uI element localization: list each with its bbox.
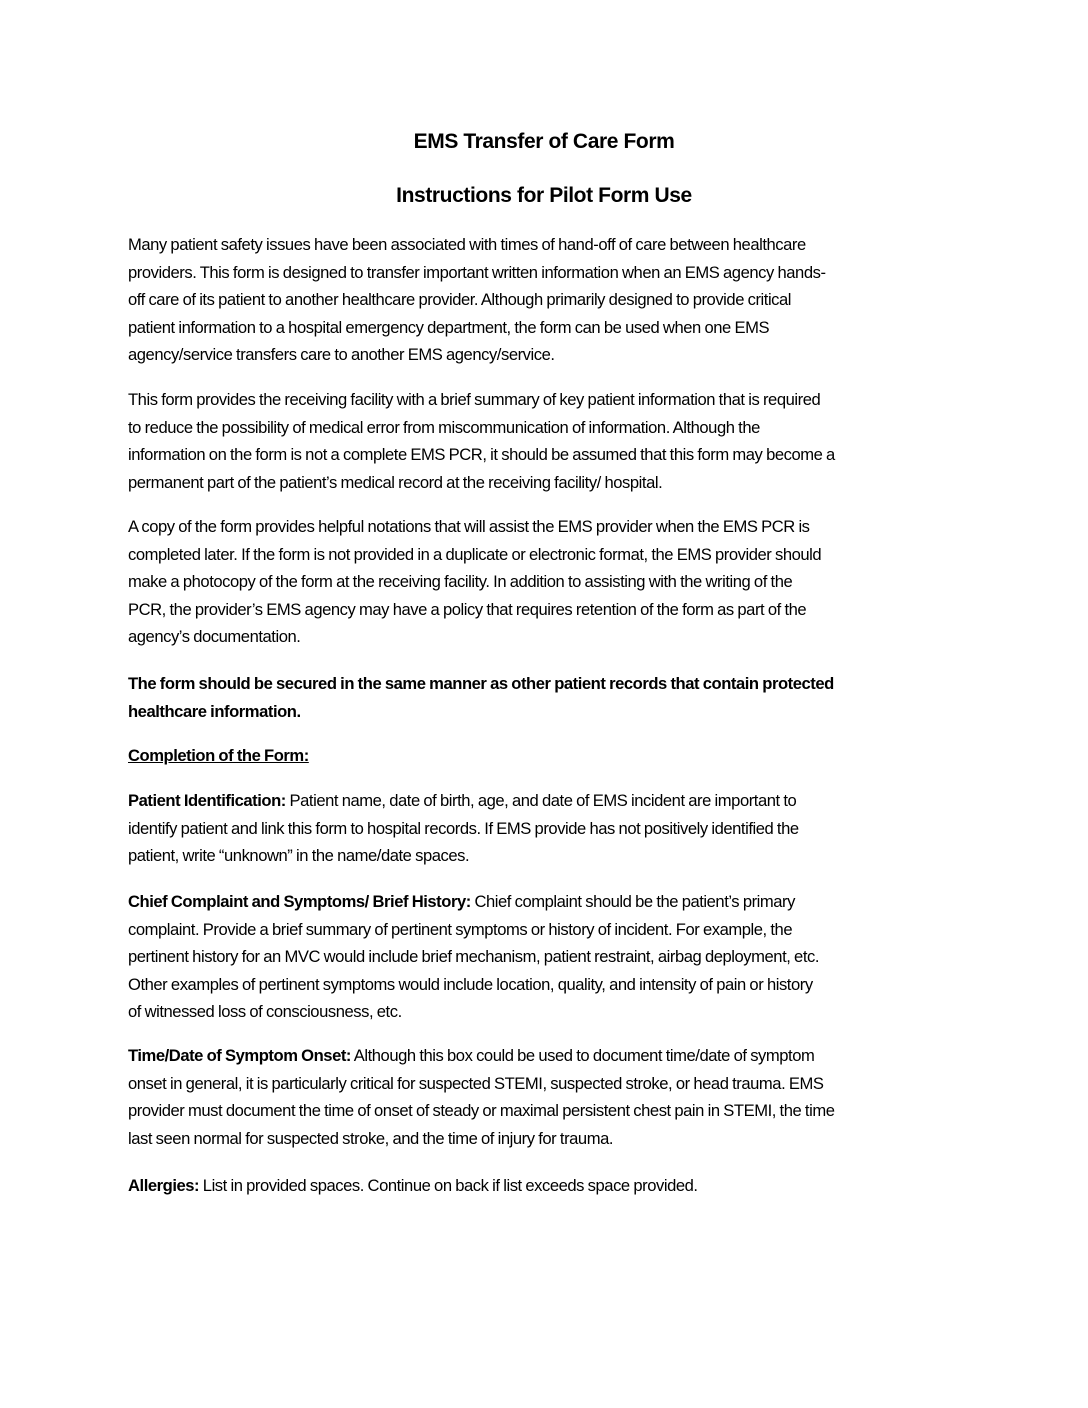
text-line: identify patient and link this form to hospital records. If EMS provide has not positively identified the xyxy=(128,818,799,838)
text-line: A copy of the form provides helpful notations that will assist the EMS provider when the EMS PCR is xyxy=(128,517,810,536)
section-symptom-onset xyxy=(128,1042,968,1152)
section-text: Although this box could be used to document time/date of symptom xyxy=(351,1046,815,1065)
text-line: The form should be secured in the same manner as other patient records that contain protected xyxy=(128,674,834,693)
section-text: List in provided spaces. Continue on back if list exceeds space provided. xyxy=(199,1176,698,1195)
text-line: information on the form is not a complete EMS PCR, it should be assumed that this form may become a xyxy=(128,445,835,465)
text-line: permanent part of the patient’s medical record at the receiving facility/ hospital. xyxy=(128,472,663,492)
section-patient-identification xyxy=(128,787,968,870)
security-notice xyxy=(128,670,968,725)
section-text: Chief complaint should be the patient’s primary xyxy=(470,892,795,911)
text-line: onset in general, it is particularly critical for suspected STEMI, suspected stroke, or head trauma. EMS xyxy=(128,1073,824,1093)
completion-heading-block xyxy=(128,742,968,770)
text-line: off care of its patient to another healthcare provider. Although primarily designed to provide critical xyxy=(128,290,792,310)
text-line: complaint. Provide a brief summary of pertinent symptoms or history of incident. For example, the xyxy=(128,919,793,939)
text-line: Other examples of pertinent symptoms would include location, quality, and intensity of pain or history xyxy=(128,974,813,994)
document-subtitle: Instructions for Pilot Form Use xyxy=(396,184,692,207)
text-line: Many patient safety issues have been associated with times of hand-off of care between healthcare xyxy=(128,235,806,254)
text-line: agency’s documentation. xyxy=(128,627,301,647)
text-line: make a photocopy of the form at the receiving facility. In addition to assisting with the writing of the xyxy=(128,572,793,592)
section-label: Allergies: xyxy=(128,1176,200,1195)
text-line: to reduce the possibility of medical error from miscommunication of information. Although the xyxy=(128,417,760,437)
text-line: pertinent history for an MVC would include brief mechanism, patient restraint, airbag deployment, etc. xyxy=(128,947,819,967)
section-label: Time/Date of Symptom Onset: xyxy=(128,1046,352,1065)
section-allergies xyxy=(128,1172,968,1200)
text-line: patient, write “unknown” in the name/date spaces. xyxy=(128,846,470,866)
section-text: Patient name, date of birth, age, and date of EMS incident are important to xyxy=(285,791,797,810)
purpose-paragraph xyxy=(128,386,968,496)
text-line: This form provides the receiving facility with a brief summary of key patient information that is required xyxy=(128,390,821,409)
text-line: healthcare information. xyxy=(128,701,301,721)
completion-heading: Completion of the Form: xyxy=(128,746,309,765)
text-line: providers. This form is designed to transfer important written information when an EMS agency hands- xyxy=(128,262,826,282)
text-line: patient information to a hospital emergency department, the form can be used when one EMS xyxy=(128,317,770,337)
text-line: of witnessed loss of consciousness, etc. xyxy=(128,1002,402,1022)
text-line: last seen normal for suspected stroke, and the time of injury for trauma. xyxy=(128,1128,614,1148)
section-label: Chief Complaint and Symptoms/ Brief History: xyxy=(128,892,471,911)
text-line: completed later. If the form is not provided in a duplicate or electronic format, the EMS provider should xyxy=(128,544,822,564)
text-line: agency/service transfers care to another EMS agency/service. xyxy=(128,345,555,365)
section-label: Patient Identification: xyxy=(128,791,286,810)
document-title: EMS Transfer of Care Form xyxy=(413,130,675,153)
section-chief-complaint xyxy=(128,888,968,1026)
copy-paragraph xyxy=(128,513,968,651)
text-line: provider must document the time of onset of steady or maximal persistent chest pain in STEMI, the time xyxy=(128,1101,835,1121)
text-line: PCR, the provider’s EMS agency may have a policy that requires retention of the form as part of the xyxy=(128,599,807,619)
intro-paragraph xyxy=(128,231,968,369)
